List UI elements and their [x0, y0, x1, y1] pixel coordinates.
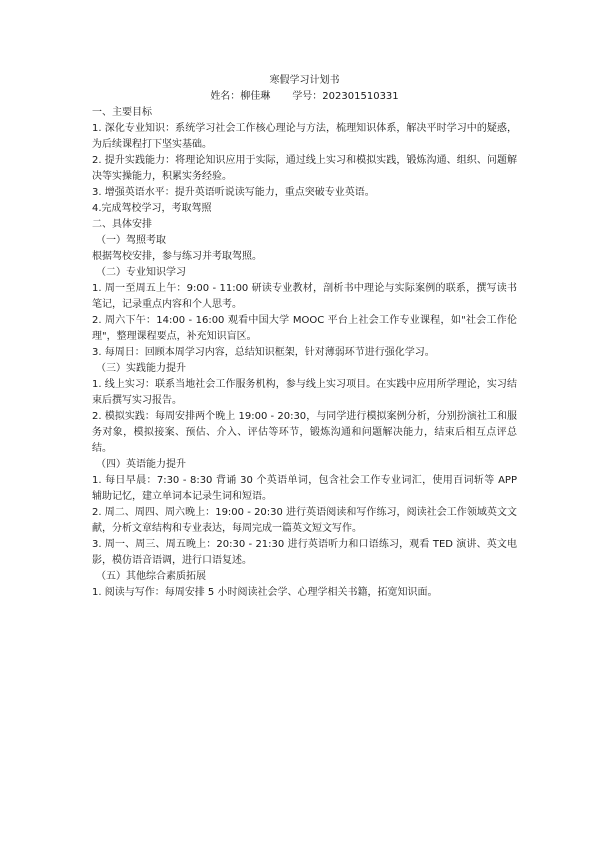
- list-item: 2. 模拟实践：每周安排两个晚上 19:00 - 20:30，与同学进行模拟案例分析，分别扮演社工和服务对象，模拟接案、预估、介入、评估等环节，锻炼沟通和问题解决能力，结束后相互点评总结。: [92, 411, 517, 454]
- section-heading-arrangement: 二、具体安排: [92, 219, 152, 230]
- subsection-heading-other: （五）其他综合素质拓展: [96, 571, 206, 582]
- list-item: 1. 每日早晨：7:30 - 8:30 背诵 30 个英语单词，包含社会工作专业词汇，使用百词斩等 APP 辅助记忆，建立单词本记录生词和短语。: [92, 475, 517, 502]
- goal-item: 4.完成驾校学习，考取驾照: [92, 203, 212, 214]
- document-title: 寒假学习计划书: [269, 75, 340, 86]
- student-info: [92, 89, 517, 105]
- section-heading-goals: 一、主要目标: [92, 107, 152, 118]
- list-item: 1. 阅读与写作：每周安排 5 小时阅读社会学、心理学相关书籍，拓宽知识面。: [92, 587, 438, 598]
- subsection-heading-knowledge: （二）专业知识学习: [96, 267, 186, 278]
- list-item: 1. 线上实习：联系当地社会工作服务机构，参与线上实习项目。在实践中应用所学理论，实习结束后撰写实习报告。: [92, 379, 517, 406]
- subsection-heading-practice: （三）实践能力提升: [96, 363, 186, 374]
- list-item: 1. 周一至周五上午：9:00 - 11:00 研读专业教材，剖析书中理论与实际案例的联系，撰写读书笔记，记录重点内容和个人思考。: [92, 283, 517, 310]
- list-item: 2. 周六下午：14:00 - 16:00 观看中国大学 MOOC 平台上社会工作专业课程，如"社会工作伦理"，整理课程要点，补充知识盲区。: [92, 315, 517, 342]
- student-name: 姓名：柳佳琳: [210, 91, 271, 102]
- student-id: 学号：202301510331: [292, 91, 399, 102]
- list-item: 2. 周二、周四、周六晚上：19:00 - 20:30 进行英语阅读和写作练习，阅读社会工作领域英文文献，分析文章结构和专业表达，每周完成一篇英文短文写作。: [92, 507, 517, 534]
- goal-item: 1. 深化专业知识：系统学习社会工作核心理论与方法，梳理知识体系，解决平时学习中的疑惑，为后续课程打下坚实基础。: [92, 123, 517, 150]
- list-item: 3. 每周日：回顾本周学习内容，总结知识框架，针对薄弱环节进行强化学习。: [92, 347, 435, 358]
- document-page: [92, 73, 517, 601]
- list-item: 3. 周一、周三、周五晚上：20:30 - 21:30 进行英语听力和口语练习，观看 TED 演讲、英文电影，模仿语音语调，进行口语复述。: [92, 539, 517, 566]
- goal-item: 2. 提升实践能力：将理论知识应用于实际，通过线上实习和模拟实践，锻炼沟通、组织、问题解决等实操能力，积累实务经验。: [92, 155, 517, 182]
- subsection-heading-license: （一）驾照考取: [96, 235, 166, 246]
- subsection-heading-english: （四）英语能力提升: [96, 459, 186, 470]
- goal-item: 3. 增强英语水平：提升英语听说读写能力，重点突破专业英语。: [92, 187, 375, 198]
- paragraph: 根据驾校安排，参与练习并考取驾照。: [92, 251, 262, 262]
